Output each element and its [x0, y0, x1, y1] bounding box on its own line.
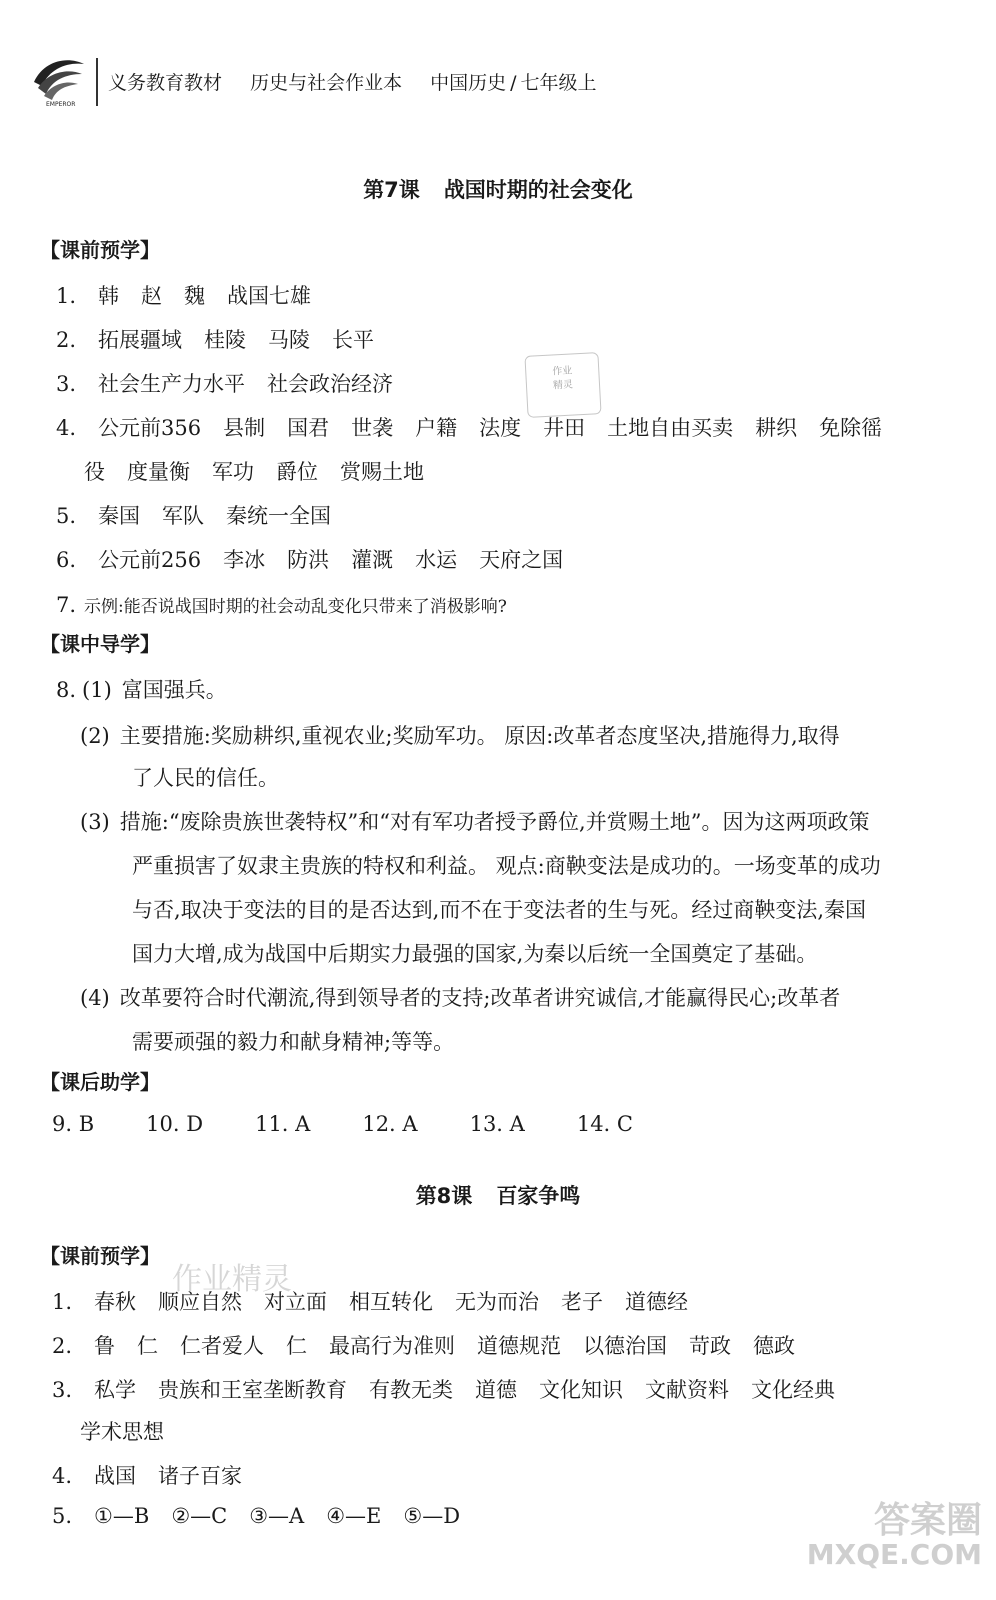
answer-line: 3. 私学 贵族和王室垄断教育 有教无类 道德 文化知识 文献资料 文化经典 [52, 1378, 836, 1402]
page-header [28, 52, 968, 112]
answer-line: (3) 措施:“废除贵族世袭特权”和“对有军功者授予爵位,并赏赐土地”。因为这两项政策 [80, 810, 870, 834]
faint-watermark-text: 作业精灵 [172, 1262, 292, 1297]
answer-line: 2. 拓展疆域 桂陵 马陵 长平 [56, 328, 375, 352]
lesson-7-title: 第7课 战国时期的社会变化 [363, 178, 633, 202]
svg-text:EMPEROR: EMPEROR [46, 101, 76, 108]
header-divider [96, 58, 98, 106]
lesson-8-title: 第8课 百家争鸣 [415, 1184, 581, 1208]
answer-line: 学术思想 [80, 1420, 164, 1444]
book-name: 历史与社会作业本 [250, 72, 403, 94]
answer-line: 5. ①—B ②—C ③—A ④—E ⑤—D [52, 1504, 461, 1528]
answer-line: 7. 示例:能否说战国时期的社会动乱变化只带来了消极影响? [56, 593, 507, 617]
answer-line: 9. B 10. D 11. A 12. A 13. A 14. C [52, 1112, 633, 1136]
stamp-mark: 作业 精灵 [524, 352, 601, 418]
answer-line: 国力大增,成为战国中后期实力最强的国家,为秦以后统一全国奠定了基础。 [132, 942, 818, 966]
answer-line: (2) 主要措施:奖励耕织,重视农业;奖励军功。 原因:改革者态度坚决,措施得力,取得 [80, 724, 840, 748]
publisher-logo-icon [28, 52, 90, 108]
header-title: 义务教育教材 历史与社会作业本 中国历史 / 七年级上 [108, 72, 597, 94]
answer-line: 严重损害了奴隶主贵族的特权和利益。 观点:商鞅变法是成功的。一场变革的成功 [132, 854, 881, 878]
section-after-class: 【课后助学】 [40, 1070, 160, 1094]
answer-line: 8. (1) 富国强兵。 [56, 678, 227, 702]
section-pre-study: 【课前预学】 [40, 238, 160, 262]
answer-line: 1. 韩 赵 魏 战国七雄 [56, 284, 312, 308]
answer-line: 了人民的信任。 [132, 766, 279, 790]
section-in-class: 【课中导学】 [40, 632, 160, 656]
answer-line: 役 度量衡 军功 爵位 赏赐土地 [84, 460, 424, 484]
series-name: 义务教育教材 [108, 72, 223, 94]
grade-name: 七年级上 [520, 72, 597, 94]
answer-line: 4. 公元前356 县制 国君 世袭 户籍 法度 井田 土地自由买卖 耕织 免除徭 [56, 416, 883, 440]
answer-line: 与否,取决于变法的目的是否达到,而不在于变法者的生与死。经过商鞅变法,秦国 [132, 898, 867, 922]
subject-name: 中国历史 [430, 72, 507, 94]
answer-line: 1. 春秋 顺应自然 对立面 相互转化 无为而治 老子 道德经 [52, 1290, 689, 1314]
answer-line: 5. 秦国 军队 秦统一全国 [56, 504, 332, 528]
watermark: 答案圈 MXQE.COM [806, 1500, 982, 1571]
section-pre-study: 【课前预学】 [40, 1244, 160, 1268]
answer-line: 6. 公元前256 李冰 防洪 灌溉 水运 天府之国 [56, 548, 564, 572]
answer-line: 2. 鲁 仁 仁者爱人 仁 最高行为准则 道德规范 以德治国 苛政 德政 [52, 1334, 796, 1358]
answer-line: 需要顽强的毅力和献身精神;等等。 [132, 1030, 455, 1054]
answer-line: (4) 改革要符合时代潮流,得到领导者的支持;改革者讲究诚信,才能赢得民心;改革者 [80, 986, 841, 1010]
answer-line: 3. 社会生产力水平 社会政治经济 [56, 372, 394, 396]
answer-line: 4. 战国 诸子百家 [52, 1464, 243, 1488]
